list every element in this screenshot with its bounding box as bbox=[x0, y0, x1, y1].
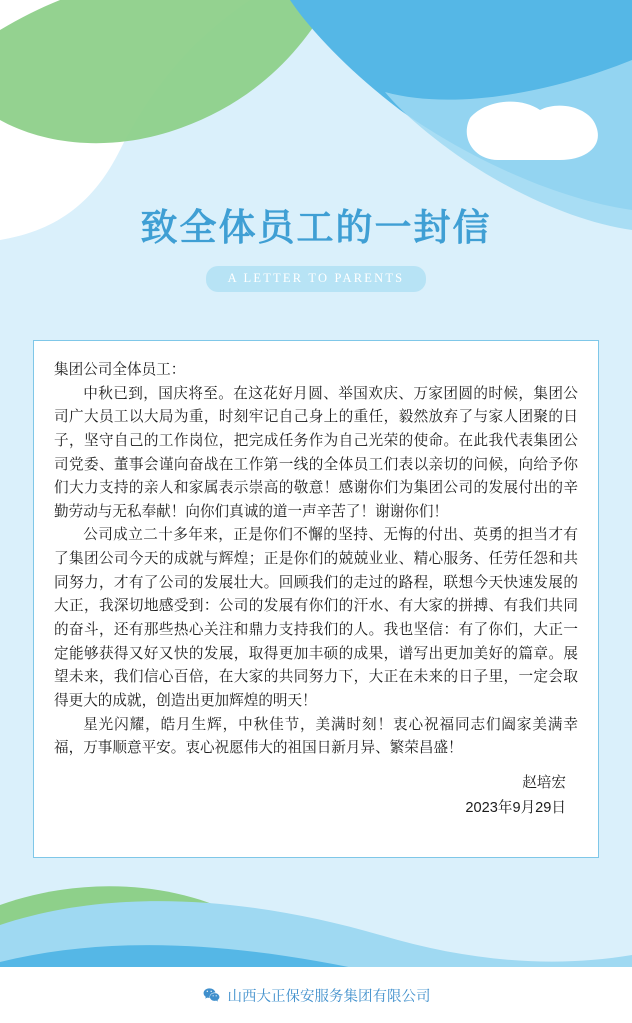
signature-name: 赵培宏 bbox=[522, 774, 566, 791]
header bbox=[0, 206, 632, 292]
footer bbox=[0, 967, 632, 1023]
letter-paragraph-3: 星光闪耀，皓月生辉，中秋佳节，美满时刻！衷心祝福同志们阖家美满幸福，万事顺意平安。衷心祝愿伟大的祖国日新月异、繁荣昌盛！ bbox=[54, 716, 578, 757]
cloud-shape bbox=[467, 102, 598, 160]
letter-signature bbox=[54, 771, 578, 821]
letter-paragraph-1: 中秋已到，国庆将至。在这花好月圆、举国欢庆、万家团圆的时候，集团公司广大员工以大局为重，时刻牢记自己身上的重任，毅然放弃了与家人团聚的日子，坚守自己的工作岗位，把完成任务作为自己光荣的使命。在此我代表集团公司党委、董事会谨向奋战在工作第一线的全体员工们表以亲切的问候，向给予你们大力支持的亲人和家属表示崇高的敬意！感谢你们为集团公司的发展付出的辛勤劳动与无私奉献！向你们真诚的道一声辛苦了！谢谢你们！ bbox=[54, 385, 578, 520]
letter-salutation: 集团公司全体员工： bbox=[54, 362, 186, 378]
letter-paragraph-2: 公司成立二十多年来，正是你们不懈的坚持、无悔的付出、英勇的担当才有了集团公司今天的成就与辉煌；正是你们的兢兢业业、精心服务、任劳任怨和共同努力，才有了公司的发展壮大。回顾我们的走过的路程，联想今天快速发展的大正，我深切地感受到：公司的发展有你们的汗水、有大家的拼搏、有我们共同的奋斗，还有那些热心关注和鼎力支持我们的人。我也坚信：有了你们，大正一定能够获得又好又快的发展，取得更加丰硕的成果，谱写出更加美好的篇章。展望未来，我们信心百倍，在大家的共同努力下，大正在未来的日子里，一定会取得更大的成就，创造出更加辉煌的明天！ bbox=[54, 527, 578, 709]
page-title: 致全体员工的一封信 bbox=[140, 207, 492, 248]
footer-account-name: 山西大正保安服务集团有限公司 bbox=[227, 988, 431, 1005]
letter-card bbox=[33, 340, 599, 858]
letter-body bbox=[34, 341, 598, 830]
signature-date: 2023年9月29日 bbox=[465, 799, 566, 816]
wechat-icon bbox=[202, 986, 221, 1005]
subtitle-badge: A LETTER TO PARENTS bbox=[206, 266, 427, 292]
